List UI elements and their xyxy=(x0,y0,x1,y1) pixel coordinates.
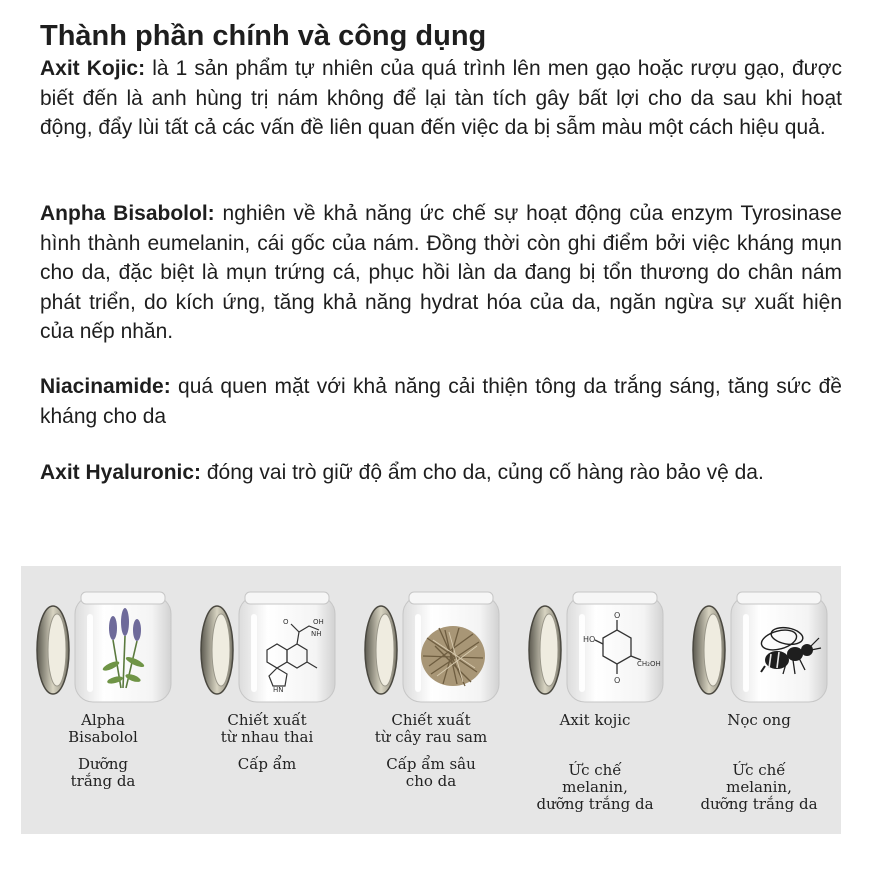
ingredient-description: là 1 sản phẩm tự nhiên của quá trình lên men gạo hoặc rượu gạo, được biết đến là anh hùng trị nám không để lại tàn tích gây bất lợi cho da sau khi hoạt động, đẩy lùi tất cả các vấn đề liên quan đến việc da bị sẫm màu một cách hiệu quả. xyxy=(40,57,843,139)
ingredient-niacinamide xyxy=(40,372,842,431)
bee-icon xyxy=(687,588,837,708)
jar-title: Axit kojic xyxy=(559,711,631,729)
jar-title: Chiết xuất từ nhau thai xyxy=(220,711,314,746)
ingredient-name: Axit Hyaluronic: xyxy=(40,461,202,484)
kojic-acid-molecule-icon xyxy=(523,588,673,708)
jar-description: Cấp ẩm xyxy=(237,755,297,773)
lavender-icon xyxy=(31,588,181,708)
ingredient-alpha-bisabolol xyxy=(40,199,842,347)
svg-text:O: O xyxy=(614,611,621,620)
ingredient-description: nghiên về khả năng ức chế sự hoạt động của enzym Tyrosinase hình thành eumelanin, cái gốc của nám. Đồng thời còn ghi điểm bởi việc kháng mụn cho da, đặc biệt là mụn trứng cá, phục hồi làn da đang bị tổn thương do chân nám phát triển, do kích ứng, tăng khả năng hydrat hóa của da, ngăn ngừa sự xuất hiện của nếp nhăn. xyxy=(40,202,842,343)
ingredient-kojic-acid xyxy=(40,54,842,143)
jar-card-alpha-bisabolol xyxy=(21,566,185,834)
page-title: Thành phần chính và công dụng xyxy=(40,20,487,52)
ingredient-description: quá quen mặt với khả năng cải thiện tông da trắng sáng, tăng sức đề kháng cho da xyxy=(40,375,842,428)
jar-title: Alpha Bisabolol xyxy=(68,711,138,746)
jar-title: Nọc ong xyxy=(727,711,791,729)
jar-card-purslane-extract xyxy=(349,566,513,834)
jar-description: Ức chế melanin, dưỡng trắng da xyxy=(536,761,654,813)
ingredient-jars-panel xyxy=(21,566,841,834)
molecule-structure-icon xyxy=(195,588,345,708)
ingredient-name: Anpha Bisabolol: xyxy=(40,202,215,225)
ingredient-description: đóng vai trò giữ độ ẩm cho da, củng cố hàng rào bảo vệ da. xyxy=(201,461,764,484)
ingredient-name: Niacinamide: xyxy=(40,375,171,398)
svg-text:HO: HO xyxy=(583,635,596,644)
ingredient-hyaluronic-acid xyxy=(40,458,842,488)
svg-text:O: O xyxy=(614,676,621,685)
svg-text:OH: OH xyxy=(313,618,324,626)
jar-description: Cấp ẩm sâu cho da xyxy=(386,755,476,790)
svg-text:O: O xyxy=(283,618,289,626)
jar-card-placenta-extract xyxy=(185,566,349,834)
jar-description: Dưỡng trắng da xyxy=(70,755,136,790)
svg-text:CH₂OH: CH₂OH xyxy=(637,660,661,668)
jar-description: Ức chế melanin, dưỡng trắng da xyxy=(700,761,818,813)
jar-card-bee-venom xyxy=(677,566,841,834)
dried-herb-icon xyxy=(359,588,509,708)
svg-text:NH: NH xyxy=(311,630,322,638)
ingredient-name: Axit Kojic: xyxy=(40,57,146,80)
svg-text:HN: HN xyxy=(273,686,284,694)
jar-card-kojic-acid xyxy=(513,566,677,834)
jar-title: Chiết xuất từ cây rau sam xyxy=(374,711,488,746)
